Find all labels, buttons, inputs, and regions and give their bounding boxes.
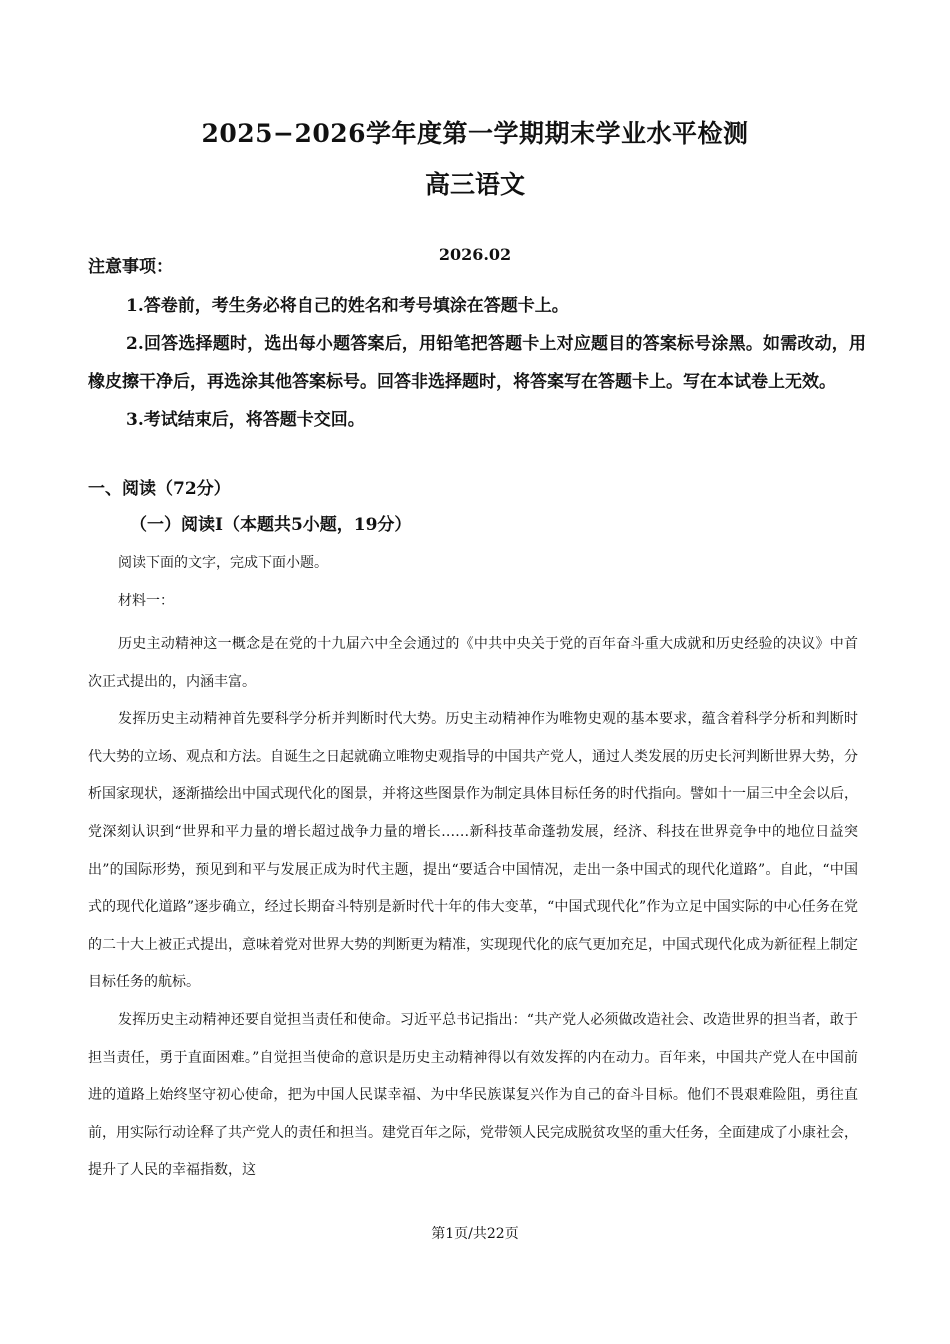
page-number: 第1页/共22页: [431, 1226, 519, 1242]
material-label: 材料一：: [118, 593, 174, 609]
subsection-heading: （一）阅读Ⅰ（本题共5小题，19分）: [130, 515, 412, 535]
notes-heading: 注意事项：: [88, 257, 173, 277]
passage-paragraph: 发挥历史主动精神还要自觉担当责任和使命。习近平总书记指出：“共产党人必须做改造社会、改造世界的担当者，敢于担当责任，勇于直面困难。”自觉担当使命的意识是历史主动精神得以有效发挥的内在动力。百年来，中国共产党人在中国前进的道路上始终坚守初心使命，把为中国人民谋幸福、为中华民族谋复兴作为自己的奋斗目标。他们不畏艰难险阻，勇往直前，用实际行动诠释了共产党人的责任和担当。建党百年之际，党带领人民完成脱贫攻坚的重大任务，全面建成了小康社会，提升了人民的幸福指数，这: [88, 1011, 858, 1179]
notes-item: 1.答卷前，考生务必将自己的姓名和考号填涂在答题卡上。: [126, 296, 569, 316]
passage-paragraph: 历史主动精神这一概念是在党的十九届六中全会通过的《中共中央关于党的百年奋斗重大成就和历史经验的决议》中首次正式提出的，内涵丰富。: [88, 636, 858, 690]
reading-instruction: 阅读下面的文字，完成下面小题。: [118, 555, 328, 571]
notes-list: [88, 287, 866, 439]
reading-passage: [88, 626, 858, 1190]
notes-item: 2.回答选择题时，选出每小题答案后，用铅笔把答题卡上对应题目的答案标号涂黑。如需改动，用橡皮擦干净后，再选涂其他答案标号。回答非选择题时，将答案写在答题卡上。写在本试卷上无效。: [88, 334, 866, 392]
exam-subject: 高三语文: [424, 170, 525, 199]
notes-item: 3.考试结束后，将答题卡交回。: [126, 410, 365, 430]
exam-date: 2026.02: [438, 245, 512, 264]
passage-paragraph: 发挥历史主动精神首先要科学分析并判断时代大势。历史主动精神作为唯物史观的基本要求，蕴含着科学分析和判断时代大势的立场、观点和方法。自诞生之日起就确立唯物史观指导的中国共产党人，通过人类发展的历史长河判断世界大势，分析国家现状，逐渐描绘出中国式现代化的图景，并将这些图景作为制定具体目标任务的时代指向。譬如十一届三中全会以后，党深刻认识到“世界和平力量的增长超过战争力量的增长……新科技革命蓬勃发展，经济、科技在世界竞争中的地位日益突出”的国际形势，预见到和平与发展正成为时代主题，提出“要适合中国情况，走出一条中国式的现代化道路”。自此，“中国式的现代化道路”逐步确立，经过长期奋斗特别是新时代十年的伟大变革，“中国式现代化”作为立足中国实际的中心任务在党的二十大上被正式提出，意味着党对世界大势的判断更为精准，实现现代化的底气更加充足，中国式现代化成为新征程上制定目标任务的航标。: [88, 711, 858, 991]
exam-title: 2025−2026学年度第一学期期末学业水平检测: [201, 119, 749, 148]
section-heading: 一、阅读（72分）: [88, 479, 231, 499]
